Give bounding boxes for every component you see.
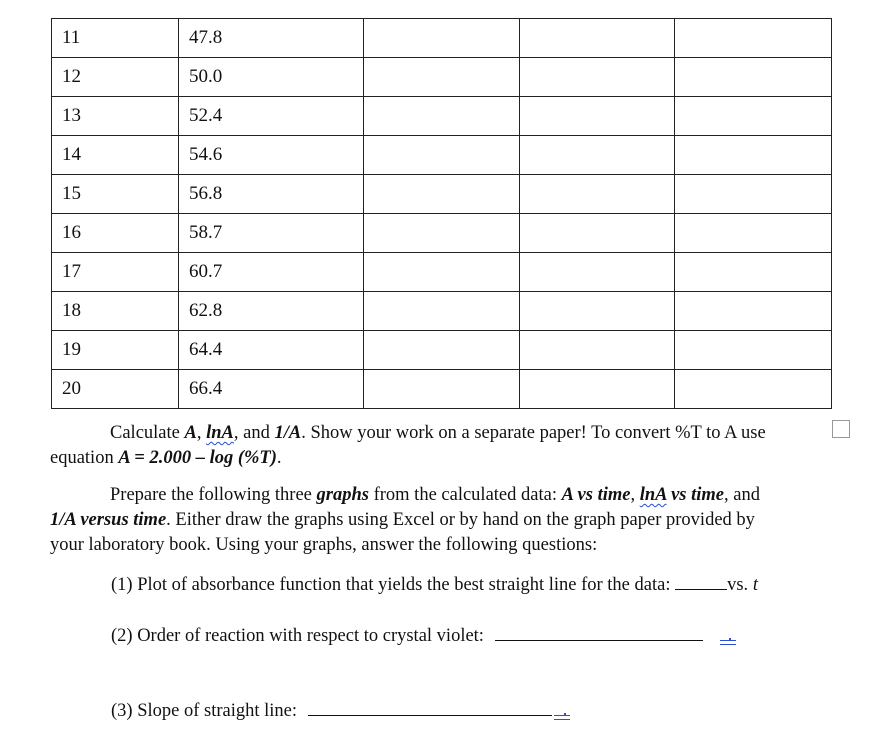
empty-cell[interactable]	[675, 175, 832, 214]
empty-cell[interactable]	[364, 97, 520, 136]
question-1	[111, 573, 758, 596]
question-3-text: (3) Slope of straight line:	[111, 701, 302, 721]
percent-t-cell: 60.7	[179, 253, 364, 292]
percent-t-cell: 58.7	[179, 214, 364, 253]
graph-a-vs-time: A vs time	[561, 485, 631, 505]
question-1-suffix: vs.	[727, 575, 753, 595]
trial-cell: 16	[52, 214, 179, 253]
empty-cell[interactable]	[675, 292, 832, 331]
question-1-text: (1) Plot of absorbance function that yields the best straight line for the data:	[111, 575, 676, 595]
field-dot-icon	[564, 713, 566, 715]
table-row	[52, 136, 832, 175]
answer-2-blank[interactable]	[495, 624, 703, 641]
table-row	[52, 292, 832, 331]
trial-cell: 20	[52, 370, 179, 409]
field-marker-icon	[554, 715, 570, 720]
text-run: ,	[196, 423, 207, 443]
empty-cell[interactable]	[364, 19, 520, 58]
text-run: Prepare the following three	[110, 485, 317, 505]
paragraph-line	[50, 508, 832, 533]
paragraph-line	[50, 533, 832, 558]
empty-cell[interactable]	[675, 58, 832, 97]
trial-cell: 12	[52, 58, 179, 97]
empty-cell[interactable]	[520, 253, 675, 292]
table-row	[52, 331, 832, 370]
trial-cell: 17	[52, 253, 179, 292]
percent-t-cell: 56.8	[179, 175, 364, 214]
equation: A = 2.000 – log (%T)	[118, 448, 277, 468]
empty-cell[interactable]	[520, 19, 675, 58]
trial-cell: 18	[52, 292, 179, 331]
text-run: .	[276, 448, 282, 468]
table-row	[52, 214, 832, 253]
empty-cell[interactable]	[675, 19, 832, 58]
empty-cell[interactable]	[364, 136, 520, 175]
trial-cell: 11	[52, 19, 179, 58]
percent-t-cell: 50.0	[179, 58, 364, 97]
percent-t-cell: 54.6	[179, 136, 364, 175]
paragraph-calculate	[50, 421, 832, 471]
empty-cell[interactable]	[520, 175, 675, 214]
empty-cell[interactable]	[675, 214, 832, 253]
empty-cell[interactable]	[520, 370, 675, 409]
graph-lna: lnA	[639, 485, 667, 505]
text-run: . Either draw the graphs using Excel or by hand on the graph paper provided by	[166, 510, 755, 530]
field-marker-icon	[720, 640, 736, 645]
text-run: . Show your work on a separate paper! To convert %T to A use	[301, 423, 766, 443]
table-row	[52, 370, 832, 409]
table-row	[52, 97, 832, 136]
question-2	[111, 624, 703, 647]
trial-cell: 19	[52, 331, 179, 370]
percent-t-cell: 47.8	[179, 19, 364, 58]
empty-cell[interactable]	[675, 253, 832, 292]
empty-cell[interactable]	[520, 292, 675, 331]
percent-t-cell: 52.4	[179, 97, 364, 136]
text-run: equation	[50, 448, 119, 468]
table-row	[52, 175, 832, 214]
answer-1-blank[interactable]	[675, 573, 727, 590]
empty-cell[interactable]	[520, 136, 675, 175]
graph-lna-vs-time: vs time	[666, 485, 725, 505]
paragraph-line	[50, 483, 832, 508]
data-table-body	[52, 19, 832, 409]
text-run: ,	[630, 485, 640, 505]
checkbox[interactable]	[832, 420, 850, 438]
table-row	[52, 19, 832, 58]
paragraph-graphs	[50, 483, 832, 558]
empty-cell[interactable]	[364, 214, 520, 253]
empty-cell[interactable]	[520, 97, 675, 136]
var-lna: lnA	[206, 423, 234, 443]
question-2-text: (2) Order of reaction with respect to crystal violet:	[111, 626, 489, 646]
word-graphs: graphs	[316, 485, 369, 505]
question-3	[111, 699, 552, 722]
answer-3-blank[interactable]	[308, 699, 552, 716]
empty-cell[interactable]	[364, 175, 520, 214]
table-row	[52, 58, 832, 97]
text-run: , and	[724, 485, 760, 505]
empty-cell[interactable]	[364, 292, 520, 331]
empty-cell[interactable]	[520, 214, 675, 253]
table-row	[52, 253, 832, 292]
empty-cell[interactable]	[675, 331, 832, 370]
empty-cell[interactable]	[675, 370, 832, 409]
graph-inverse-a-vs-time: 1/A versus time	[50, 510, 167, 530]
empty-cell[interactable]	[520, 331, 675, 370]
trial-cell: 13	[52, 97, 179, 136]
paragraph-line	[50, 446, 832, 471]
data-table	[51, 18, 832, 409]
empty-cell[interactable]	[675, 97, 832, 136]
percent-t-cell: 62.8	[179, 292, 364, 331]
empty-cell[interactable]	[520, 58, 675, 97]
var-inverse-a: 1/A	[274, 423, 302, 443]
text-run: Calculate	[110, 423, 185, 443]
trial-cell: 15	[52, 175, 179, 214]
empty-cell[interactable]	[364, 370, 520, 409]
percent-t-cell: 64.4	[179, 331, 364, 370]
paragraph-line	[50, 421, 832, 446]
empty-cell[interactable]	[364, 58, 520, 97]
var-a: A	[184, 423, 197, 443]
variable-t: t	[752, 575, 758, 595]
empty-cell[interactable]	[364, 253, 520, 292]
text-run: , and	[233, 423, 275, 443]
text-run: your laboratory book. Using your graphs, answer the following questions:	[50, 535, 598, 555]
text-run: from the calculated data:	[368, 485, 562, 505]
empty-cell[interactable]	[364, 331, 520, 370]
percent-t-cell: 66.4	[179, 370, 364, 409]
trial-cell: 14	[52, 136, 179, 175]
field-dot-icon	[729, 638, 731, 640]
empty-cell[interactable]	[675, 136, 832, 175]
